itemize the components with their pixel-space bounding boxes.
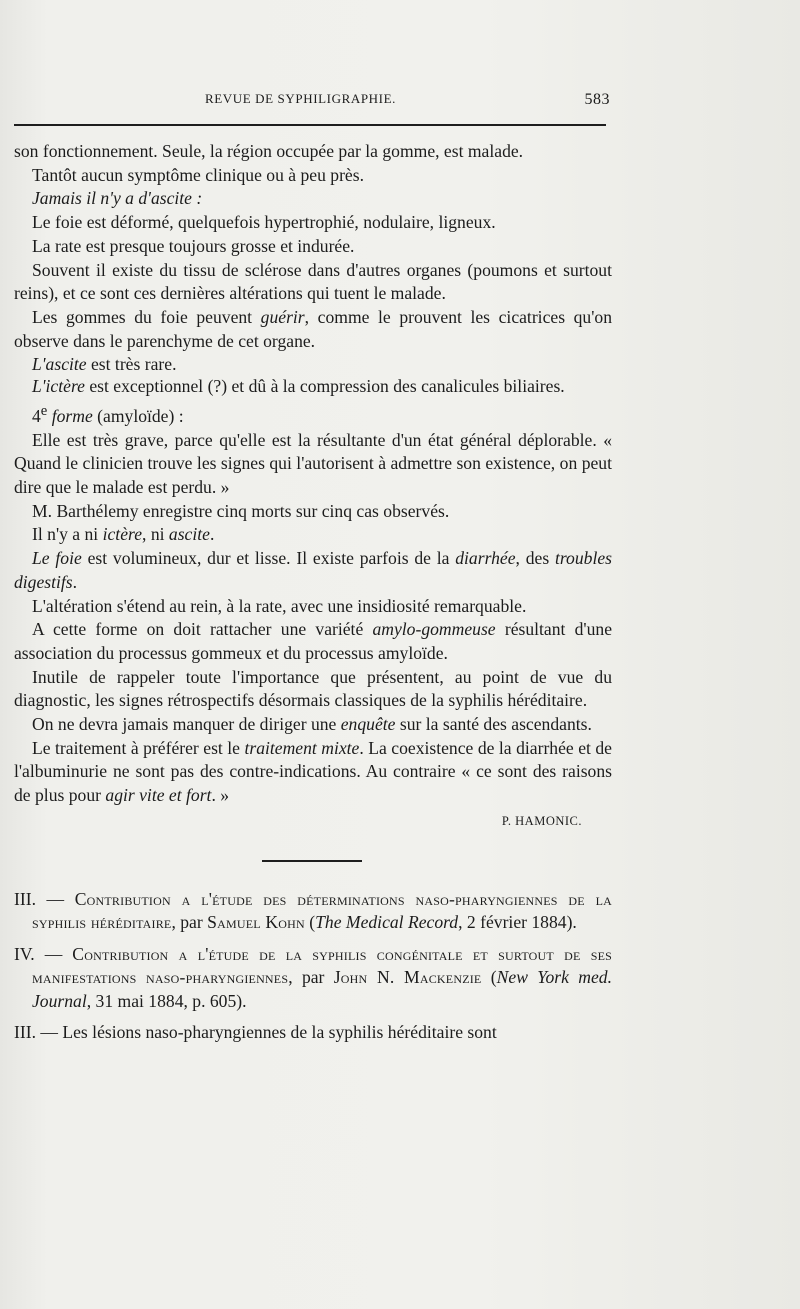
paragraph: L'ascite est très rare.	[32, 354, 177, 375]
paragraph: 4e forme (amyloïde) :	[32, 403, 184, 426]
running-head	[205, 91, 610, 111]
paragraph: Il n'y a ni ictère, ni ascite.	[32, 524, 215, 545]
bibliography-entry: IV. — Contribution a l'étude de la syphilis congénitale et surtout de ses manifestations naso-pharyngiennes, par John N. Mackenzie (New York med. Journal, 31 mai 1884, p. 605).	[14, 943, 612, 1011]
author-signature: P. HAMONIC.	[501, 813, 582, 828]
paragraph: son fonctionnement. Seule, la région occupée par la gomme, est malade.	[14, 141, 524, 161]
section-divider	[262, 860, 362, 862]
paragraph: Elle est très grave, parce qu'elle est la résultante d'un état général déplorable. « Quand le clinicien trouve les signes qui l'autorisent à admettre son existence, on peut dire que le malade est perdu. »	[14, 429, 612, 497]
paragraph: Le traitement à préférer est le traitement mixte. La coexistence de la diarrhée et de l'albuminurie ne sont pas des contre-indications. Au contraire « ce sont des raisons de plus pour agir vite et fort. »	[14, 737, 612, 806]
paragraph: Souvent il existe du tissu de sclérose dans d'autres organes (poumons et surtout reins), et ce sont ces dernières altérations qui tuent le malade.	[14, 259, 612, 304]
paragraph: Tantôt aucun symptôme clinique ou à peu près.	[32, 164, 364, 185]
paragraph: Le foie est volumineux, dur et lisse. Il existe parfois de la diarrhée, des troubles digestifs.	[14, 548, 612, 592]
paragraph: On ne devra jamais manquer de diriger une enquête sur la santé des ascendants.	[32, 714, 592, 735]
header-rule	[14, 124, 606, 126]
bibliography-entry: III. — Contribution a l'étude des déterminations naso-pharyngiennes de la syphilis héréditaire, par Samuel Kohn (The Medical Record, 2 février 1884).	[14, 888, 612, 933]
paragraph: Inutile de rappeler toute l'importance que présentent, au point de vue du diagnostic, les signes rétrospectifs désormais classiques de la syphilis héréditaire.	[14, 666, 612, 711]
body-text	[14, 140, 612, 1053]
paragraph: Les gommes du foie peuvent guérir, comme le prouvent les cicatrices qu'on observe dans le parenchyme de cet organe.	[14, 306, 612, 351]
paragraph: Le foie est déformé, quelquefois hypertrophié, nodulaire, ligneux.	[32, 212, 496, 233]
paragraph: L'ictère est exceptionnel (?) et dû à la compression des canalicules biliaires.	[32, 376, 565, 397]
paragraph: M. Barthélemy enregistre cinq morts sur cinq cas observés.	[32, 500, 450, 521]
paragraph: La rate est presque toujours grosse et indurée.	[32, 235, 355, 256]
running-title: REVUE DE SYPHILIGRAPHIE.	[205, 91, 396, 106]
paragraph: Jamais il n'y a d'ascite :	[32, 188, 203, 209]
page-number: 583	[584, 91, 610, 108]
continuation-line: III. — Les lésions naso-pharyngiennes de la syphilis héréditaire sont	[14, 1022, 497, 1043]
paragraph: L'altération s'étend au rein, à la rate, avec une insidiosité remarquable.	[32, 595, 527, 616]
paragraph: A cette forme on doit rattacher une variété amylo-gommeuse résultant d'une association du processus gommeux et du processus amyloïde.	[14, 619, 613, 663]
